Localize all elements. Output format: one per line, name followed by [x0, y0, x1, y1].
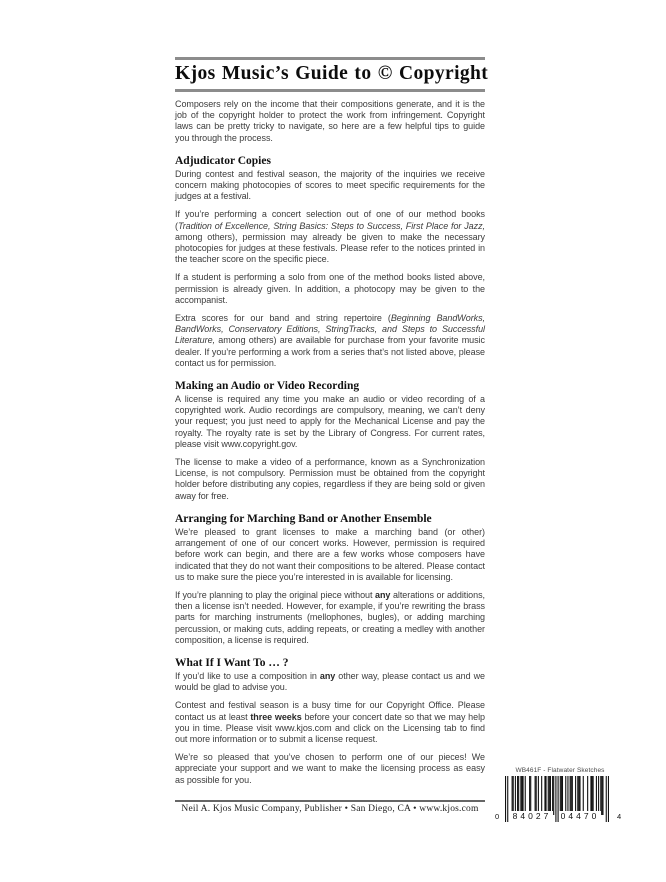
barcode-label: WB461F - Flatwater Sketches — [515, 767, 605, 774]
footer — [175, 800, 485, 814]
barcode-right-digits: 04470 — [560, 811, 600, 821]
barcode-left-digits: 84027 — [512, 811, 552, 821]
section-heading: Arranging for Marching Band or Another Ensemble — [175, 512, 432, 525]
paragraph: A license is required any time you make an audio or video recording of a copyrighted work. Audio recordings are compulsory, meaning, we can’t deny your request; you just need to apply for the Mechanical License and pay the royalty. The royalty rate is set by the Library of Congress. For current rates, please visit www.copyright.gov. — [175, 394, 485, 449]
barcode-number-system-digit: 0 — [495, 812, 500, 821]
title-rule-bottom — [175, 89, 485, 92]
section-heading: Making an Audio or Video Recording — [175, 380, 360, 393]
paragraph: Contest and festival season is a busy time for our Copyright Office. Please contact us at least three weeks before your concert date so that we may help you in time. Please visit www.kjos.com and click on the Licensing tab to find out more information or to submit a license request. — [175, 700, 485, 744]
footer-imprint-text: Neil A. Kjos Music Company, Publisher • San Diego, CA • www.kjos.com — [181, 803, 479, 814]
title-block — [175, 57, 489, 92]
paragraph: If you’re planning to play the original piece without any alterations or additions, then a license isn’t needed. However, for example, if you’re rewriting the brass parts for marching instruments (mellophones, bugles), or adding marching percussion, or making cuts, adding repeats, or creating a medley with another composition, a license is required. — [175, 589, 485, 645]
title-rule-top — [175, 57, 485, 60]
paragraph: If a student is performing a solo from one of the method books listed above, permission is already given. In addition, a photocopy may be given to the accompanist. — [175, 272, 485, 305]
paragraph: If you’d like to use a composition in any other way, please contact us and we would be glad to advise you. — [175, 670, 485, 693]
sections-container — [175, 155, 485, 786]
paragraph: During contest and festival season, the majority of the inquiries we receive concern making photocopies of scores to meet specific requirements for the judges at a festival. — [175, 168, 485, 202]
paragraph: The license to make a video of a performance, known as a Synchronization License, is not compulsory. Permission must be obtained from the copyright holder before distributing any copies, regardless if they are being sold or given away for free. — [175, 457, 485, 501]
page-title: Kjos Music’s Guide to © Copyright — [175, 63, 489, 84]
section-heading: What If I Want To … ? — [175, 656, 289, 669]
section-heading: Adjudicator Copies — [175, 154, 271, 167]
text-column — [175, 57, 489, 814]
paragraph: Extra scores for our band and string repertoire (Beginning BandWorks, BandWorks, Conservatory Editions, StringTracks, and Steps to Successful Literature, among others) are available for purchase from your favorite music dealer. If you’re performing a work from a series that’s not listed above, please contact us for permission. — [175, 313, 485, 368]
paragraph: If you’re performing a concert selection out of one of our method books (Tradition of Excellence, String Basics: Steps to Success, First Place for Jazz, among others), permission may already be given to make the necessary photocopies for judges at these festivals. Please refer to the notices printed in the teacher score on the specific piece. — [175, 209, 485, 265]
barcode-check-digit: 4 — [617, 812, 622, 821]
paragraph: We’re so pleased that you’ve chosen to perform one of our pieces! We appreciate your support and we want to make the licensing process as easy as possible for you. — [175, 752, 485, 785]
paragraph: We’re pleased to grant licenses to make a marching band (or other) arrangement of one of our concert works. However, permission is required before work can begin, and there are a few works whose composers have indicated that they do not want their compositions to be altered. Please contact us to make sure the piece you’re interested in is available for licensing. — [175, 526, 485, 582]
barcode — [495, 766, 631, 830]
intro-paragraph: Composers rely on the income that their compositions generate, and it is the job of the copyright holder to protect the work from infringement. Copyright laws can be pretty tricky to navigate, so here are a few helpful tips to guide you through the process. — [175, 99, 485, 143]
